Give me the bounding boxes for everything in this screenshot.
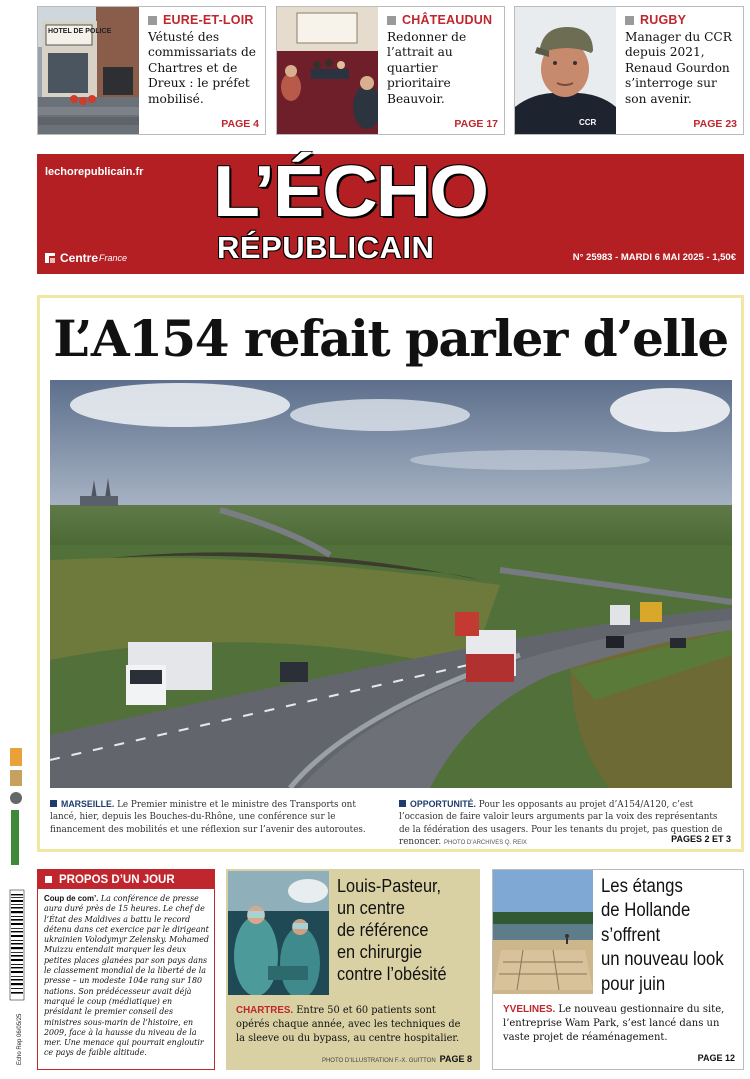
sign-line1: HOTEL DE POLICE: [48, 28, 112, 35]
teaser-category: EURE-ET-LOIR: [148, 13, 259, 27]
etangs-text: YVELINES. Le nouveau gestionnaire du site, l’entreprise Wam Park, s’est lancé dans un vaste projet de réaménagement.: [503, 1004, 725, 1043]
main-column-right: OPPORTUNITÉ. Pour les opposants au projet d’A154/A120, c’est l’occasion de faire valoir leurs arguments par la voix des représentants de la fédération des usagers. Pour les tenants du projet, pas question de renoncer. PHOTO D’ARCHIVES Q. REIX: [399, 799, 723, 847]
main-column-left: MARSEILLE. Le Premier ministre et le ministre des Transports ont lancé, hier, depuis les Bouches-du-Rhône, une conférence sur le financement des mobilités et une réflexion sur l’avenir des autoroutes.: [50, 799, 366, 835]
newspaper-logo: L’ÉCHO: [213, 152, 487, 232]
newspaper-logo-subtitle: RÉPUBLICAIN: [217, 230, 435, 265]
police-station-photo: [38, 7, 139, 134]
propos-dun-jour[interactable]: [37, 869, 215, 1070]
side-strip: [7, 740, 29, 1070]
louis-pasteur-footer: [322, 1054, 472, 1064]
photo-credit: PHOTO D’ARCHIVES Q. REIX: [444, 839, 527, 846]
photo-credit: PHOTO D’ILLUSTRATION F.-X. GUITTON: [321, 1058, 436, 1064]
teaser-page-link[interactable]: PAGE 4: [221, 118, 259, 130]
meeting-room-photo: [277, 7, 378, 134]
teaser-page-link[interactable]: PAGE 17: [454, 118, 498, 130]
teaser-eure-et-loir[interactable]: [37, 6, 266, 135]
teaser-text: Redonner de l’attrait au quartier prioritaire Beauvoir.: [387, 30, 467, 106]
louis-pasteur-page-link[interactable]: PAGE 8: [439, 1054, 472, 1064]
teaser-category: CHÂTEAUDUN: [387, 13, 498, 27]
main-story[interactable]: [37, 295, 744, 852]
ponds-photo: [493, 870, 593, 994]
shirt-text: CCR: [579, 118, 597, 127]
teaser-category: RUGBY: [625, 13, 737, 27]
propos-header: PROPOS D’UN JOUR: [38, 870, 214, 889]
louis-pasteur-title: Louis-Pasteur, un centre de référence en chirurgie contre l’obésité: [337, 875, 447, 984]
louis-pasteur-story[interactable]: [226, 869, 480, 1070]
teaser-text: Vétusté des commissariats de Chartres et de Dreux : le préfet mobilisé.: [148, 30, 256, 106]
etangs-hollande-story[interactable]: [492, 869, 744, 1070]
teaser-page-link[interactable]: PAGE 23: [693, 118, 737, 130]
main-headline: L’A154 refait parler d’elle: [53, 309, 728, 368]
masthead: [37, 154, 744, 274]
rugby-manager-photo: [515, 7, 616, 134]
teaser-chateaudun[interactable]: [276, 6, 505, 135]
strip-text: Echo Rep 06/05/25: [17, 1013, 23, 1065]
surgeons-photo: [228, 871, 329, 995]
propos-text: Coup de com’. La conférence de presse aura duré près de 15 heures. Le chef de l’État des Maldives a battu le record détenu dans cet exercice par le dirigeant ukrainien Volodymyr Zelensky. Mohamed Muizzu entendait marquer les deux petites places glanées par son pays dans le classement mondial de la liberté de la presse – un modeste 104e rang sur 180 nations. Son prédécesseur avait déjà marqué le coup (médiatique) en présidant le premier conseil des ministres sous-marin de l’histoire, en 2009, face à la hausse du niveau de la mer. Une menace qui pourrait engloutir ce pays de faible altitude.: [44, 894, 209, 1058]
teaser-rugby[interactable]: [514, 6, 744, 135]
louis-pasteur-text: CHARTRES. Entre 50 et 60 patients sont opérés chaque année, avec les techniques de la sleeve ou du bypass, au centre hospitalier.: [236, 1005, 461, 1044]
main-pages-link[interactable]: PAGES 2 ET 3: [671, 834, 731, 844]
centre-france-icon: [43, 251, 57, 265]
etangs-title: Les étangs de Hollande s’offrent un nouveau look pour juin: [601, 876, 724, 995]
centre-france-logo: Centre France: [43, 251, 127, 265]
teaser-text: Manager du CCR depuis 2021, Renaud Gourdon s’interroge sur son avenir.: [625, 30, 732, 106]
highway-photo: [50, 380, 732, 788]
etangs-page-link[interactable]: PAGE 12: [697, 1053, 735, 1063]
website-link[interactable]: lechorepublicain.fr: [45, 166, 144, 178]
issue-info: N° 25983 - MARDI 6 MAI 2025 - 1,50€: [572, 252, 736, 263]
